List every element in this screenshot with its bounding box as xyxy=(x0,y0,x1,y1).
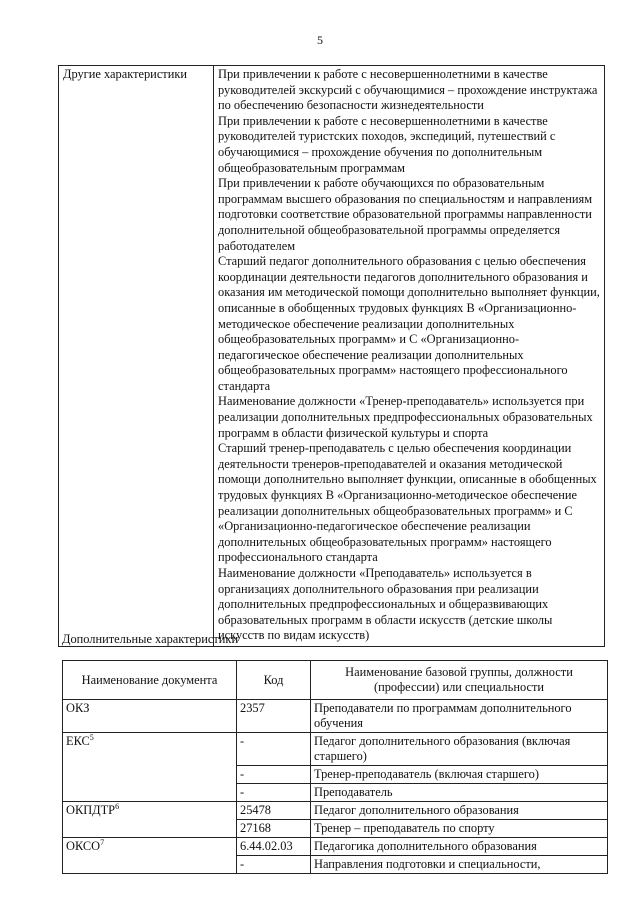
page-number: 5 xyxy=(317,33,323,47)
header-group-name: Наименование базовой группы, должности (профессии) или специальности xyxy=(311,661,608,700)
name-cell: Преподаватель xyxy=(311,784,608,802)
section-title: Дополнительные характеристики xyxy=(62,632,239,646)
header-code: Код xyxy=(237,661,311,700)
name-cell: Преподаватели по программам дополнительного обучения xyxy=(311,700,608,733)
name-cell: Педагогика дополнительного образования xyxy=(311,838,608,856)
footnote-mark: 6 xyxy=(115,801,120,811)
characteristics-paragraph: Наименование должности «Преподаватель» используется в организациях дополнительного образования при реализации дополнительных предпрофессиональных и общеразвивающих образовательных программ в области искусств (детские школы искусств по видам искусств) xyxy=(218,566,553,643)
code-cell: 6.44.02.03 xyxy=(237,838,311,856)
table-header-row xyxy=(63,661,608,700)
characteristics-paragraph: При привлечении к работе с несовершеннолетними в качестве руководителей туристских походов, экспедиций, путешествий с обучающимися – прохождение обучения по дополнительным общеобразовательным программам xyxy=(218,113,556,175)
name-cell: Тренер – преподаватель по спорту xyxy=(311,820,608,838)
doc-label: ОКПДТР xyxy=(66,803,116,817)
code-cell: - xyxy=(237,784,311,802)
characteristics-row xyxy=(59,66,605,647)
code-cell: 2357 xyxy=(237,700,311,733)
doc-label: ОКСО xyxy=(66,839,101,853)
characteristics-content xyxy=(214,66,605,647)
name-cell: Педагог дополнительного образования (включая старшего) xyxy=(311,733,608,766)
header-document-name: Наименование документа xyxy=(63,661,237,700)
footnote-mark: 5 xyxy=(89,732,94,742)
characteristics-paragraph: Наименование должности «Тренер-преподаватель» используется при реализации дополнительных предпрофессиональных образовательных программ в области физической культуры и спорта xyxy=(218,394,593,440)
code-cell: 27168 xyxy=(237,820,311,838)
additional-characteristics-table xyxy=(62,660,608,874)
code-cell: 25478 xyxy=(237,802,311,820)
code-cell: - xyxy=(237,766,311,784)
code-cell: - xyxy=(237,733,311,766)
code-cell: - xyxy=(237,856,311,874)
characteristics-paragraph: Старший тренер-преподаватель с целью обеспечения координации деятельности тренеров-преподавателей и оказания методической помощи дополнительно выполняет функции, описанные в обобщенных трудовых функциях В «Организационно-методическое обеспечение реализации дополнительных общеобразовательных программ» и С «Организационно-педагогическое обеспечение реализации дополнительных общеобразовательных программ» настоящего профессионального стандарта xyxy=(218,441,597,565)
table-row-okso xyxy=(63,838,608,856)
footnote-mark: 7 xyxy=(100,837,105,847)
table-row-okz xyxy=(63,700,608,733)
name-cell: Направления подготовки и специальности, xyxy=(311,856,608,874)
characteristics-label: Другие характеристики xyxy=(59,66,214,647)
characteristics-paragraph: Старший педагог дополнительного образования с целью обеспечения координации деятельности педагогов дополнительного образования и оказания им методической помощи дополнительно выполняет функции, описанные в обобщенных трудовых функциях В «Организационно-методическое обеспечение реализации дополнительных общеобразовательных программ» и С «Организационно-педагогическое обеспечение реализации дополнительных общеобразовательных программ» настоящего профессионального стандарта xyxy=(218,254,600,393)
doc-label: ЕКС xyxy=(66,734,90,748)
name-cell: Тренер-преподаватель (включая старшего) xyxy=(311,766,608,784)
doc-cell xyxy=(63,733,237,802)
doc-cell xyxy=(63,838,237,874)
table-row-okpdtr xyxy=(63,802,608,820)
doc-cell: ОКЗ xyxy=(63,700,237,733)
doc-cell xyxy=(63,802,237,838)
characteristics-paragraph: При привлечении к работе с несовершеннолетними в качестве руководителей экскурсий с обучающимися – прохождение инструктажа по обеспечению безопасности жизнедеятельности xyxy=(218,67,598,113)
characteristics-paragraph: При привлечении к работе обучающихся по образовательным программам высшего образования по специальностям и направлениям подготовки соответствие образовательной программы направленности дополнительной общеобразовательной программы определяется работодателем xyxy=(218,176,593,253)
characteristics-table xyxy=(58,65,605,647)
name-cell: Педагог дополнительного образования xyxy=(311,802,608,820)
table-row-eks xyxy=(63,733,608,766)
